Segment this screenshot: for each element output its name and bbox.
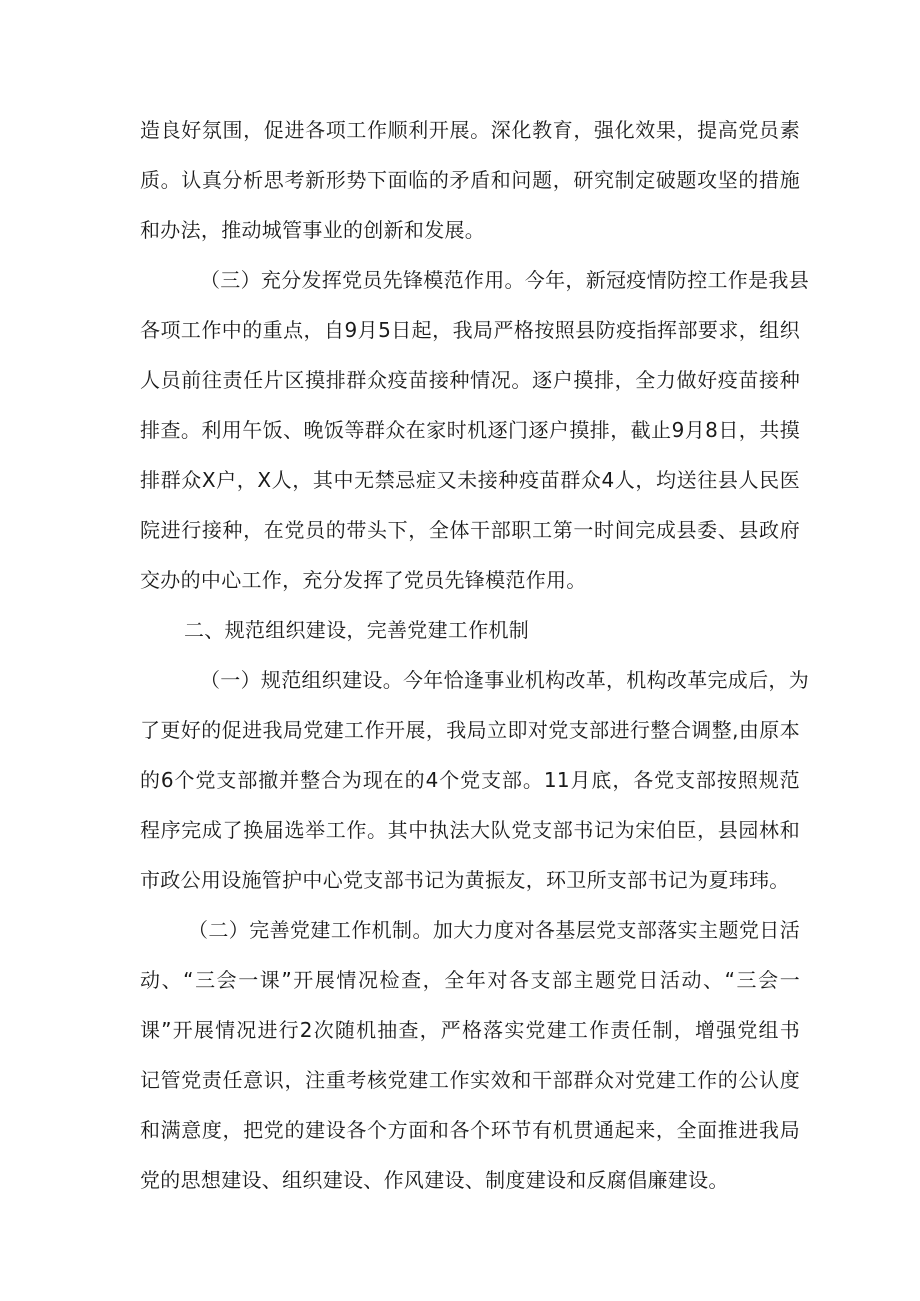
text-line: 党的思想建设、组织建设、作风建设、制度建设和反腐倡廉建设。: [140, 1168, 729, 1192]
text-line: （二）完善党建工作机制。加大力度对各基层党支部落实主题党日活: [188, 918, 800, 942]
text-line: 各项工作中的重点，自9月5日起，我局严格按照县防疫指挥部要求，组织: [140, 318, 800, 342]
text-line: （三）充分发挥党员先锋模范作用。今年，新冠疫情防控工作是我县: [200, 268, 809, 292]
text-line: 质。认真分析思考新形势下面临的矛盾和问题，研究制定破题攻坚的措施: [140, 168, 800, 192]
text-line: 排群众X户，X人，其中无禁忌症又未接种疫苗群众4人，均送往县人民医: [140, 468, 800, 492]
text-line: 人员前往责任片区摸排群众疫苗接种情况。逐户摸排，全力做好疫苗接种: [140, 368, 800, 392]
text-line: 院进行接种，在党员的带头下，全体干部职工第一时间完成县委、县政府: [140, 518, 800, 542]
text-line: 和办法，推动城管事业的创新和发展。: [140, 218, 486, 242]
text-line: 造良好氛围，促进各项工作顺利开展。深化教育，强化效果，提高党员素: [140, 118, 800, 142]
text-line: 了更好的促进我局党建工作开展，我局立即对党支部进行整合调整,由原本: [140, 718, 800, 742]
text-line: 市政公用设施管护中心党支部书记为黄振友，环卫所支部书记为夏玮玮。: [140, 868, 790, 892]
text-line: （一）规范组织建设。今年恰逢事业机构改革，机构改革完成后，为: [200, 668, 809, 692]
text-line: 和满意度，把党的建设各个方面和各个环节有机贯通起来，全面推进我局: [140, 1118, 800, 1142]
text-line: 的6个党支部撤并整合为现在的4个党支部。11月底，各党支部按照规范: [140, 768, 800, 792]
text-line: 程序完成了换届选举工作。其中执法大队党支部书记为宋伯臣，县园林和: [140, 818, 800, 842]
text-line: 排查。利用午饭、晚饭等群众在家时机逐门逐户摸排，截止9月8日，共摸: [140, 418, 800, 442]
section-heading: 二、规范组织建设，完善党建工作机制: [184, 618, 530, 642]
text-line: 动、“三会一课”开展情况检查，全年对各支部主题党日活动、“三会一: [140, 968, 800, 992]
text-line: 课”开展情况进行2次随机抽查，严格落实党建工作责任制，增强党组书: [140, 1018, 800, 1042]
text-line: 记管党责任意识，注重考核党建工作实效和干部群众对党建工作的公认度: [140, 1068, 800, 1092]
text-line: 交办的中心工作，充分发挥了党员先锋模范作用。: [140, 568, 587, 592]
